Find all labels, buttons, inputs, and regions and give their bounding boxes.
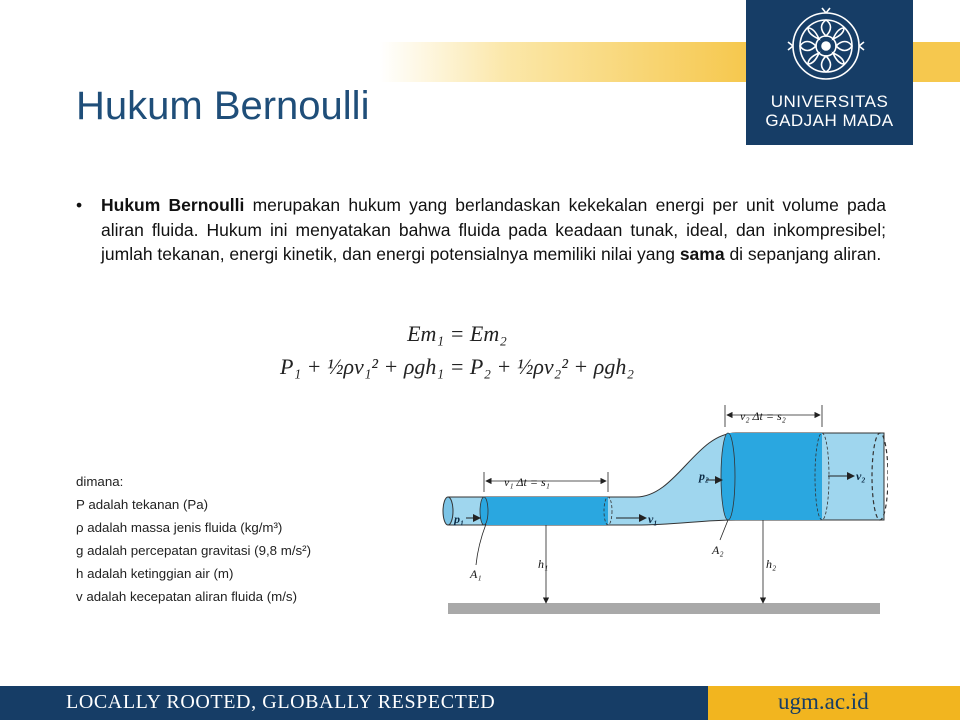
definition-velocity: v adalah kecepatan aliran fluida (m/s) [76, 589, 297, 604]
label-s2: v₂ Δt = s₂ [740, 409, 786, 423]
bernoulli-pipe-diagram [436, 400, 888, 622]
definitions-list [76, 470, 311, 608]
university-name-line1: UNIVERSITAS [770, 92, 889, 111]
label-p2: p₂ [699, 469, 710, 483]
bullet-dot: • [76, 195, 83, 215]
footer-bar [0, 686, 960, 720]
pipe-section-1 [484, 497, 608, 525]
slide-title: Hukum Bernoulli [76, 84, 370, 128]
label-v1: v₁ [648, 512, 658, 526]
definition-gravity: g adalah percepatan gravitasi (9,8 m/s²) [76, 543, 312, 558]
definition-pressure: P adalah tekanan (Pa) [76, 497, 209, 512]
label-h1: h₁ [538, 557, 549, 571]
section-2-left-face [721, 433, 735, 520]
university-logo [746, 0, 913, 145]
section-1-left-face [480, 497, 488, 525]
bullet-paragraph [76, 193, 886, 267]
pipe-section-2 [728, 433, 822, 520]
definition-density: ρ adalah massa jenis fluida (kg/m³) [76, 520, 283, 535]
label-v2: v₂ [856, 469, 866, 483]
pipe-inlet-end [443, 497, 453, 525]
definitions-heading: dimana: [76, 474, 124, 489]
A1-pointer [476, 524, 486, 565]
label-s1: v₁ Δt = s₁ [504, 475, 550, 489]
bullet-emphasis: sama [679, 244, 725, 264]
label-h2: h₂ [766, 557, 777, 571]
bernoulli-equation [268, 316, 646, 382]
A2-pointer [720, 520, 728, 540]
bullet-term: Hukum Bernoulli [101, 195, 245, 215]
bullet-text-part2: di sepanjang aliran. [724, 244, 882, 264]
label-A1: A₁ [470, 567, 482, 581]
equation-line1: Em₁ = Em₂ [407, 321, 507, 346]
ground [448, 603, 880, 614]
ugm-emblem-icon [746, 0, 913, 90]
footer-website: ugm.ac.id [778, 689, 869, 714]
label-A2: A₂ [712, 543, 724, 557]
footer-slogan: LOCALLY ROOTED, GLOBALLY RESPECTED [66, 691, 496, 713]
definition-height: h adalah ketinggian air (m) [76, 566, 234, 581]
footer-slogan-band [0, 686, 708, 720]
bullet-text-part1: merupakan hukum yang berlandaskan kekekalan energi per unit volume pada aliran fluida. Hukum ini menyatakan bahwa fluida pada keadaan tunak, ideal, dan inkompresibel; jumlah tekanan, energi kinetik, dan energi potensialnya memiliki nilai yang [101, 195, 886, 264]
equation-line2: P₁ + ½ρv₁² + ρgh₁ = P₂ + ½ρv₂² + ρgh₂ [280, 354, 634, 379]
university-name-line2: GADJAH MADA [765, 111, 894, 130]
label-p1: p₁ [454, 512, 465, 526]
